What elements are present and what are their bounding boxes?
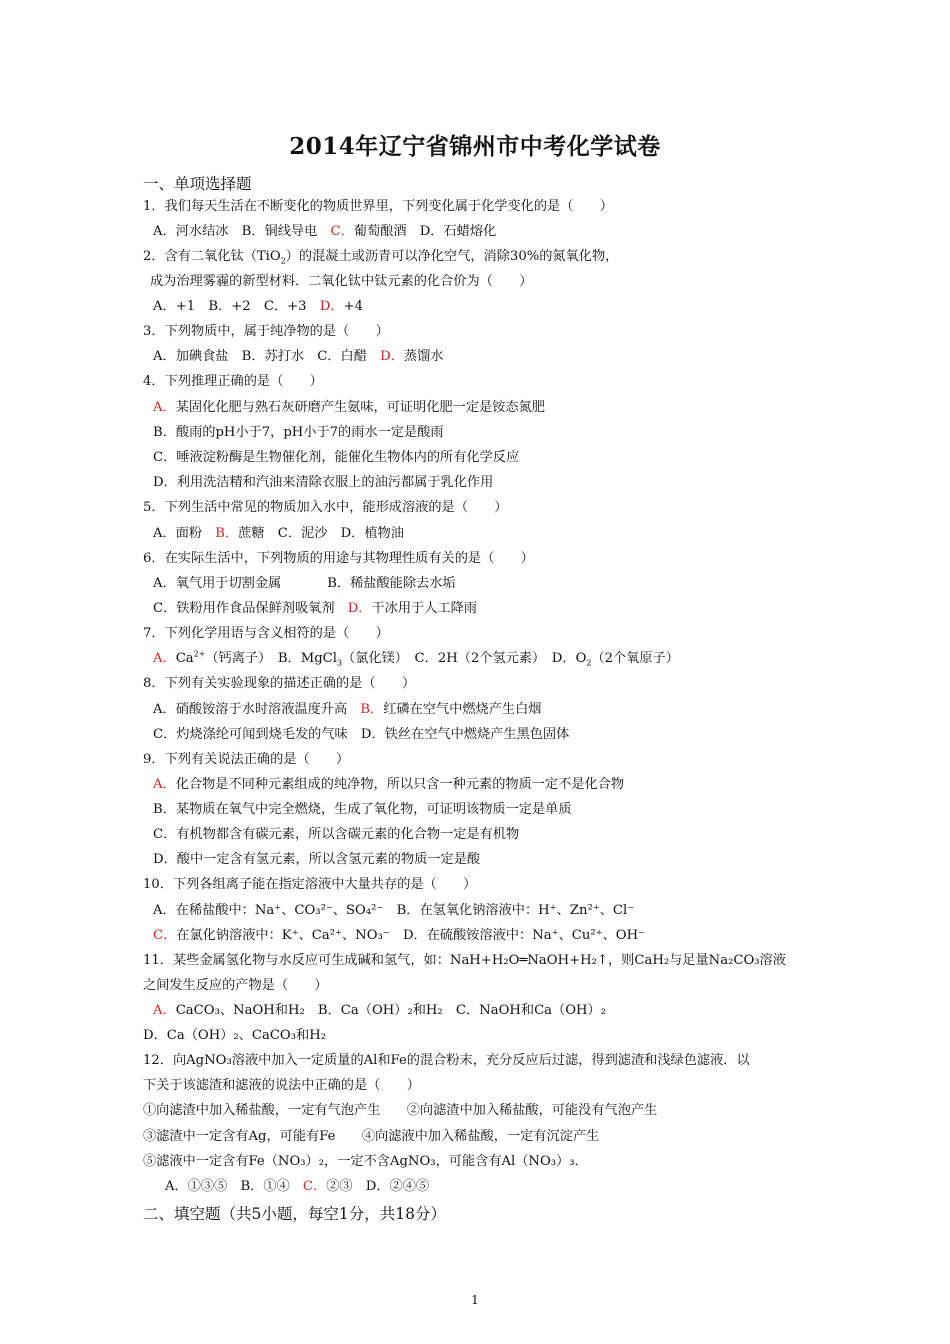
question-stem: 9．下列有关说法正确的是（ ） (143, 752, 350, 767)
question-stem: 12．向AgNO₃溶液中加入一定质量的Al和Fe的混合粉末，充分反应后过滤，得到滤渣和浅绿色滤液．以 (143, 1053, 750, 1068)
answer-mark: A． (153, 1003, 176, 1018)
question-option: D．利用洗洁精和汽油来清除衣服上的油污都属于乳化作用 (153, 475, 494, 490)
statement-line: ⑤滤液中一定含有Fe（NO₃）₂，一定不含AgNO₃，可能含有Al（NO₃）₃． (143, 1154, 588, 1169)
question-stem: 7．下列化学用语与含义相符的是（ ） (143, 626, 389, 641)
question-options: C．铁粉用作食品保鲜剂吸氧剂 D．干冰用于人工降雨 (153, 601, 477, 616)
question-options: A．河水结冰 B．铜线导电 C．葡萄酿酒 D．石蜡熔化 (153, 224, 497, 239)
answer-mark: D． (347, 601, 372, 616)
question-option: D．酸中一定含有氢元素，所以含氢元素的物质一定是酸 (153, 852, 481, 867)
question-options: A．CaCO₃、NaOH和H₂ B．Ca（OH）₂和H₂ C．NaOH和Ca（OH）₂ (153, 1003, 606, 1018)
question-option: C．唾液淀粉酶是生物催化剂，能催化生物体内的所有化学反应 (153, 450, 520, 465)
question-stem: 11．某些金属氢化物与水反应可生成碱和氢气，如：NaH+H₂O═NaOH+H₂↑，则CaH₂与足量Na₂CO₃溶液 (143, 953, 786, 968)
question-options: A．+1 B．+2 C．+3 D．+4 (153, 299, 363, 314)
answer-mark: B． (215, 526, 239, 541)
question-option: B．某物质在氧气中完全燃烧，生成了氧化物，可证明该物质一定是单质 (153, 802, 572, 817)
question-stem: 5．下列生活中常见的物质加入水中，能形成溶液的是（ ） (143, 500, 508, 515)
question-stem: 2．含有二氧化钛（TiO$_2$）的混凝土或沥青可以净化空气，消除30%的氮氧化物， (143, 249, 619, 266)
page-title: 2014年辽宁省锦州市中考化学试卷 (289, 133, 661, 160)
question-stem: 6．在实际生活中，下列物质的用途与其物理性质有关的是（ ） (143, 551, 534, 566)
question-options: A．面粉 B．蔗糖 C．泥沙 D．植物油 (153, 526, 404, 541)
section-heading: 二、填空题（共5小题，每空1分，共18分） (143, 1205, 446, 1223)
question-options: A．氧气用于切割金属 B．稀盐酸能除去水垢 (153, 576, 456, 591)
section-heading: 一、单项选择题 (143, 175, 252, 193)
question-option: C．有机物都含有碳元素，所以含碳元素的化合物一定是有机物 (153, 827, 520, 842)
answer-mark: A． (153, 777, 176, 792)
question-options: A．$Ca^{2+}$（钙离子） B．MgCl$_3$（氯化镁） C．2H（2个氢元素） D．$O_2(2$个氧原子） (153, 649, 679, 668)
answer-mark: D． (380, 349, 404, 364)
question-options: C．灼烧涤纶可闻到烧毛发的气味 D．铁丝在空气中燃烧产生黑色固体 (153, 727, 570, 742)
question-stem: 1．我们每天生活在不断变化的物质世界里，下列变化属于化学变化的是（ ） (143, 199, 613, 214)
question-options: A．①③⑤ B．①④ C．②③ D．②④⑤ (165, 1179, 430, 1194)
question-option: D．Ca（OH）₂、CaCO₃和H₂ (143, 1028, 326, 1043)
answer-mark: A． (153, 400, 176, 415)
question-option: B．酸雨的pH小于7，pH小于7的雨水一定是酸雨 (153, 425, 444, 440)
question-option: A．某固化化肥与熟石灰研磨产生氨味，可证明化肥一定是铵态氮肥 (153, 400, 545, 415)
question-options: C．在氯化钠溶液中：K⁺、Ca²⁺、NO₃⁻ D．在硫酸铵溶液中：Na⁺、Cu²⁺、OH⁻ (153, 928, 646, 943)
question-options: A．硝酸铵溶于水时溶液温度升高 B．红磷在空气中燃烧产生白烟 (153, 702, 542, 717)
question-stem: 4．下列推理正确的是（ ） (143, 374, 323, 389)
question-stem: 下关于该滤渣和滤液的说法中正确的是（ ） (143, 1078, 420, 1093)
answer-mark: A． (153, 651, 176, 666)
question-stem: 3．下列物质中，属于纯净物的是（ ） (143, 324, 389, 339)
question-options: A．加碘食盐 B．苏打水 C．白醋 D．蒸馏水 (153, 349, 444, 364)
question-stem: 成为治理雾霾的新型材料．二氧化钛中钛元素的化合价为（ ） (150, 274, 533, 289)
question-stem: 之间发生反应的产物是（ ） (143, 978, 328, 993)
answer-mark: C． (330, 224, 354, 239)
answer-mark: B． (360, 702, 384, 717)
question-stem: 8．下列有关实验现象的描述正确的是（ ） (143, 676, 416, 691)
question-options: A．在稀盐酸中：Na⁺、CO₃²⁻、SO₄²⁻ B．在氢氧化钠溶液中：H⁺、Zn²⁺、Cl⁻ (153, 903, 635, 918)
question-option: A．化合物是不同种元素组成的纯净物，所以只含一种元素的物质一定不是化合物 (153, 777, 625, 792)
page-number: 1 (471, 1293, 479, 1307)
statement-line: ③滤渣中一定含有Ag，可能有Fe ④向滤液中加入稀盐酸，一定有沉淀产生 (143, 1129, 600, 1144)
answer-mark: C． (153, 928, 177, 943)
question-stem: 10．下列各组离子能在指定溶液中大量共存的是（ ） (143, 877, 477, 892)
statement-line: ①向滤渣中加入稀盐酸，一定有气泡产生 ②向滤渣中加入稀盐酸，可能没有气泡产生 (143, 1103, 658, 1118)
answer-mark: C． (302, 1179, 327, 1194)
answer-mark: D． (319, 299, 344, 314)
